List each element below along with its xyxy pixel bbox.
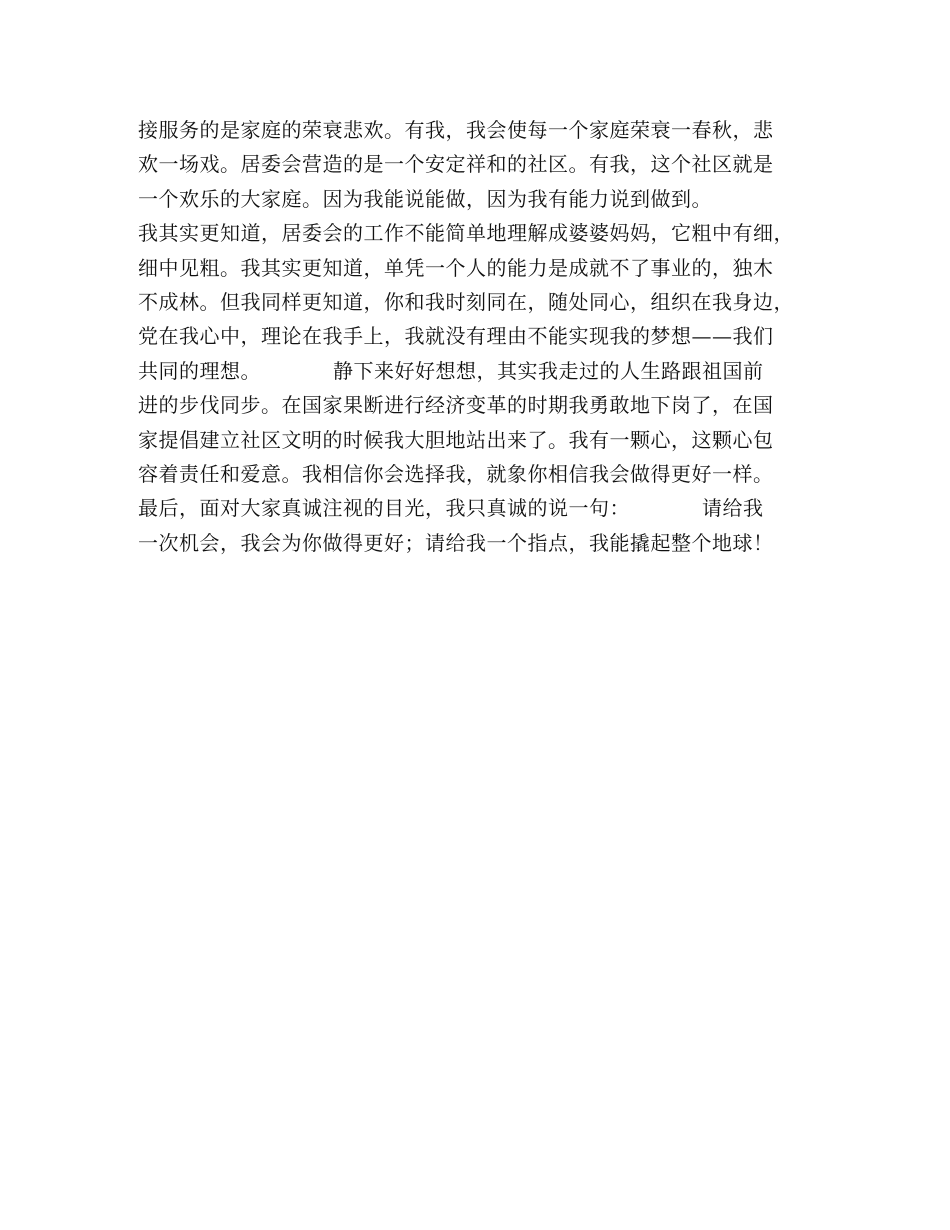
text-line: 接服务的是家庭的荣衰悲欢。有我，我会使每一个家庭荣衰一春秋，悲: [138, 118, 774, 142]
text-line: 党在我心中，理论在我手上，我就没有理由不能实现我的梦想——我们: [138, 324, 774, 349]
text-line: 一次机会，我会为你做得更好；请给我一个指点，我能撬起整个地球！: [138, 530, 774, 555]
text-line: 家提倡建立社区文明的时候我大胆地站出来了。我有一颗心，这颗心包: [138, 427, 774, 452]
text-line: 最后，面对大家真诚注视的目光，我只真诚的说一句： 请给我: [138, 496, 764, 521]
text-line: 我其实更知道，居委会的工作不能简单地理解成婆婆妈妈，它粗中有细，: [138, 221, 794, 246]
text-line: 细中见粗。我其实更知道，单凭一个人的能力是成就不了事业的，独木: [138, 255, 774, 280]
text-line: 容着责任和爱意。我相信你会选择我，就象你相信我会做得更好一样。: [138, 461, 774, 486]
text-line: 共同的理想。 静下来好好想想，其实我走过的人生路跟祖国前: [138, 358, 764, 383]
text-line: 一个欢乐的大家庭。因为我能说能做，因为我有能力说到做到。: [138, 186, 712, 211]
body-text: [138, 113, 838, 560]
text-line: 进的步伐同步。在国家果断进行经济变革的时期我勇敢地下岗了，在国: [138, 393, 774, 418]
text-line: 不成林。但我同样更知道，你和我时刻同在，随处同心，组织在我身边，: [138, 289, 794, 314]
text-line: 欢一场戏。居委会营造的是一个安定祥和的社区。有我，这个社区就是: [138, 152, 774, 177]
